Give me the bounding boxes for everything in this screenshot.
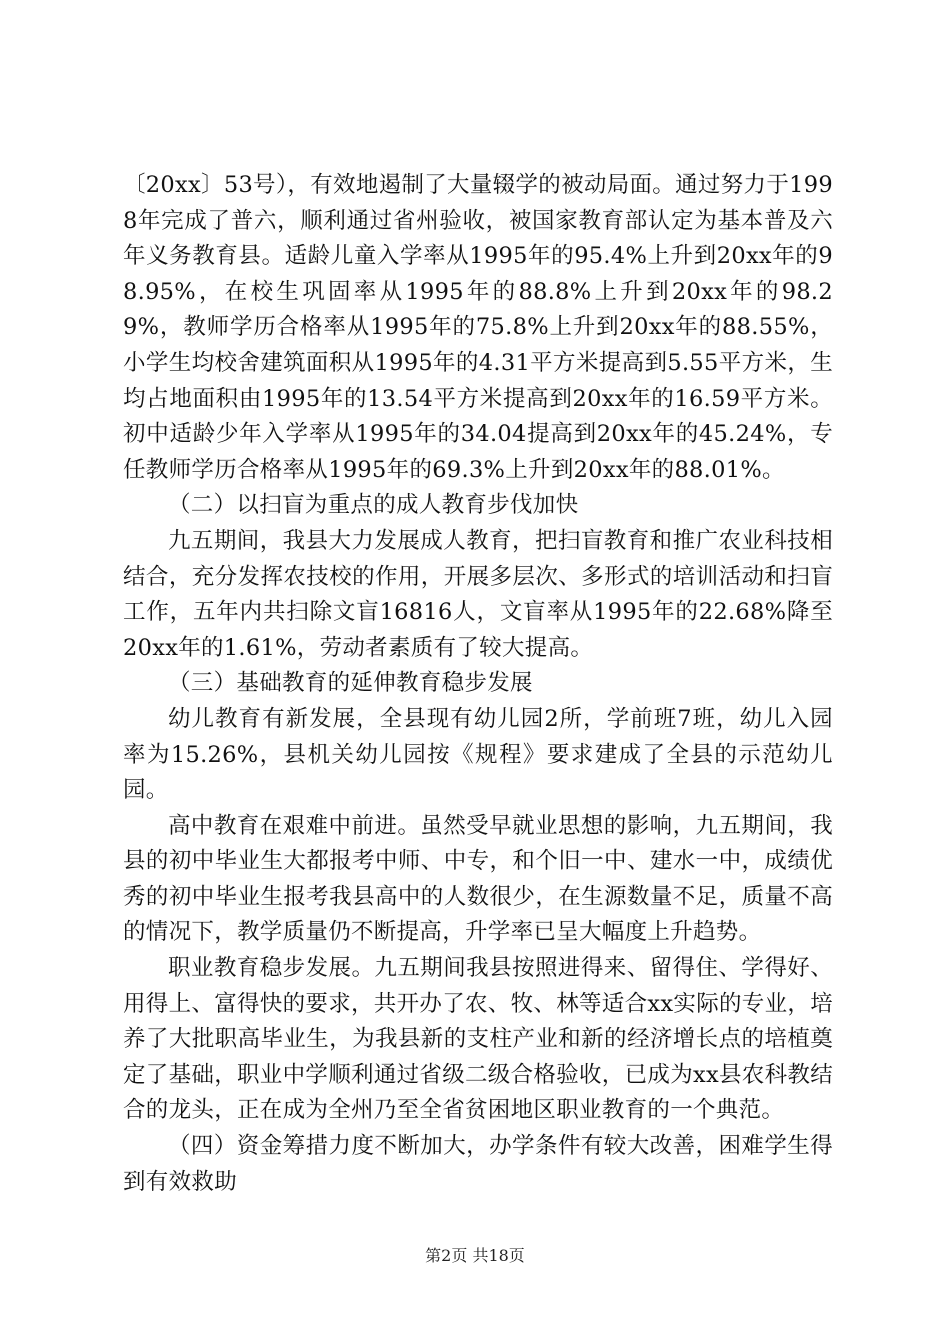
page-number-footer: 第2页 共18页 (425, 1246, 525, 1265)
document-body (123, 168, 833, 1200)
paragraph-vocational-education: 职业教育稳步发展。九五期间我县按照进得来、留得住、学得好、用得上、富得快的要求，共开办了农、牧、林等适合xx实际的专业，培养了大批职高毕业生，为我县新的支柱产业和新的经济增长点的培植奠定了基础，职业中学顺利通过省级二级合格验收，已成为xx县农科教结合的龙头，正在成为全州乃至全省贫困地区职业教育的一个典范。 (123, 955, 833, 1124)
paragraph-preschool-education: 幼儿教育有新发展，全县现有幼儿园2所，学前班7班，幼儿入园率为15.26%，县机关幼儿园按《规程》要求建成了全县的示范幼儿园。 (123, 705, 833, 804)
paragraph-high-school-education: 高中教育在艰难中前进。虽然受早就业思想的影响，九五期间，我县的初中毕业生大都报考中师、中专，和个旧一中、建水一中，成绩优秀的初中毕业生报考我县高中的人数很少，在生源数量不足，质量不高的情况下，教学质量仍不断提高，升学率已呈大幅度上升趋势。 (123, 812, 833, 946)
section-heading-extended-education: （三）基础教育的延伸教育稳步发展 (168, 670, 533, 697)
paragraph-continuation: 〔20xx〕53号），有效地遏制了大量辍学的被动局面。通过努力于1998年完成了普六，顺利通过省州验收，被国家教育部认定为基本普及六年义务教育县。适龄儿童入学率从1995年的95.4%上升到20xx年的98.95%，在校生巩固率从1995年的88.8%上升到20xx年的98.29%，教师学历合格率从1995年的75.8%上升到20xx年的88.55%，小学生均校舍建筑面积从1995年的4.31平方米提高到5.55平方米，生均占地面积由1995年的13.54平方米提高到20xx年的16.59平方米。初中适龄少年入学率从1995年的34.04提高到20xx年的45.24%，专任教师学历合格率从1995年的69.3%上升到20xx年的88.01%。 (123, 172, 833, 483)
section-heading-adult-education: （二）以扫盲为重点的成人教育步伐加快 (168, 492, 579, 519)
section-heading-funding: （四）资金筹措力度不断加大，办学条件有较大改善，困难学生得到有效救助 (123, 1133, 833, 1195)
paragraph-adult-education: 九五期间，我县大力发展成人教育，把扫盲教育和推广农业科技相结合，充分发挥农技校的作用，开展多层次、多形式的培训活动和扫盲工作，五年内共扫除文盲16816人，文盲率从1995年的22.68%降至20xx年的1.61%，劳动者素质有了较大提高。 (123, 527, 833, 661)
